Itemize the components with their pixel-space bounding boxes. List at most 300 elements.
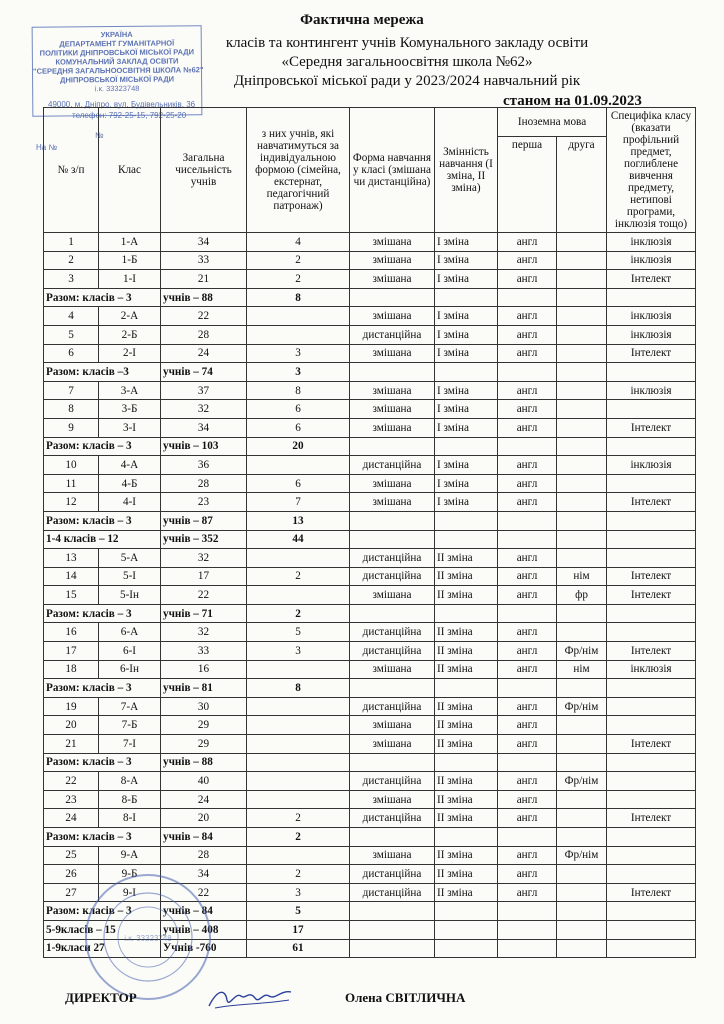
cell-individual: 2 bbox=[247, 865, 350, 884]
cell-total: 33 bbox=[161, 251, 247, 270]
table-body bbox=[44, 233, 696, 958]
header-second: друга bbox=[557, 136, 607, 232]
cell-summary-label: Разом: класів – 3 bbox=[44, 511, 161, 530]
cell-num: 8 bbox=[44, 400, 99, 419]
cell-num: 14 bbox=[44, 567, 99, 586]
cell-individual: 3 bbox=[247, 642, 350, 661]
cell-lang-first: англ bbox=[498, 567, 557, 586]
cell-num: 17 bbox=[44, 642, 99, 661]
cell-summary-individual: 8 bbox=[247, 288, 350, 307]
cell-lang-second: нім bbox=[557, 660, 607, 679]
cell-class: 8-А bbox=[99, 772, 161, 791]
cell-summary-individual: 2 bbox=[247, 604, 350, 623]
cell-shift: ІІ зміна bbox=[435, 586, 498, 605]
cell-class: 3-А bbox=[99, 381, 161, 400]
cell-empty bbox=[350, 679, 435, 698]
cell-form: змішана bbox=[350, 493, 435, 512]
cell-shift: ІІ зміна bbox=[435, 549, 498, 568]
cell-num: 21 bbox=[44, 735, 99, 754]
cell-summary-pupils: Учнів -760 bbox=[161, 939, 247, 958]
cell-spec: Інтелект bbox=[607, 735, 696, 754]
cell-empty bbox=[350, 828, 435, 847]
cell-class: 8-Б bbox=[99, 790, 161, 809]
cell-lang-second: Фр/нім bbox=[557, 642, 607, 661]
cell-empty bbox=[557, 753, 607, 772]
cell-form: змішана bbox=[350, 846, 435, 865]
cell-lang-first: англ bbox=[498, 846, 557, 865]
cell-total: 36 bbox=[161, 456, 247, 475]
table-row bbox=[44, 418, 696, 437]
cell-empty bbox=[435, 363, 498, 382]
stamp-na: На № bbox=[36, 143, 58, 152]
cell-class: 1-І bbox=[99, 270, 161, 289]
cell-summary-pupils: учнів – 71 bbox=[161, 604, 247, 623]
cell-total: 34 bbox=[161, 865, 247, 884]
cell-lang-second bbox=[557, 325, 607, 344]
cell-num: 7 bbox=[44, 381, 99, 400]
cell-lang-first: англ bbox=[498, 883, 557, 902]
cell-class: 1-А bbox=[99, 233, 161, 252]
cell-lang-second: фр bbox=[557, 586, 607, 605]
cell-summary-individual: 13 bbox=[247, 511, 350, 530]
cell-class: 9-Б bbox=[99, 865, 161, 884]
cell-shift: І зміна bbox=[435, 270, 498, 289]
cell-summary-label: 5-9класів – 15 bbox=[44, 920, 161, 939]
cell-num: 15 bbox=[44, 586, 99, 605]
cell-empty bbox=[435, 939, 498, 958]
cell-form: змішана bbox=[350, 735, 435, 754]
cell-lang-second: нім bbox=[557, 567, 607, 586]
cell-shift: І зміна bbox=[435, 307, 498, 326]
cell-total: 21 bbox=[161, 270, 247, 289]
cell-empty bbox=[498, 604, 557, 623]
stamp-line: УКРАЇНА bbox=[100, 29, 133, 40]
cell-form: дистанційна bbox=[350, 623, 435, 642]
cell-shift: ІІ зміна bbox=[435, 697, 498, 716]
cell-individual: 5 bbox=[247, 623, 350, 642]
cell-form: дистанційна bbox=[350, 456, 435, 475]
cell-lang-first: англ bbox=[498, 716, 557, 735]
cell-form: дистанційна bbox=[350, 809, 435, 828]
cell-summary-pupils: учнів – 87 bbox=[161, 511, 247, 530]
summary-row bbox=[44, 437, 696, 456]
cell-summary-label: Разом: класів – 3 bbox=[44, 753, 161, 772]
cell-lang-first: англ bbox=[498, 735, 557, 754]
cell-individual: 3 bbox=[247, 883, 350, 902]
cell-summary-label: Разом: класів –3 bbox=[44, 363, 161, 382]
cell-empty bbox=[435, 288, 498, 307]
header-total: Загальна чисельність учнів bbox=[161, 108, 247, 233]
cell-form: дистанційна bbox=[350, 697, 435, 716]
cell-num: 20 bbox=[44, 716, 99, 735]
subtitle-line-2: «Середня загальноосвітня школа №62» bbox=[281, 54, 533, 70]
seal-code: і.к. 33323748 bbox=[124, 934, 172, 943]
summary-row bbox=[44, 604, 696, 623]
cell-class: 6-Ін bbox=[99, 660, 161, 679]
cell-summary-label: Разом: класів – 3 bbox=[44, 437, 161, 456]
cell-empty bbox=[607, 679, 696, 698]
cell-form: змішана bbox=[350, 400, 435, 419]
cell-empty bbox=[607, 604, 696, 623]
cell-individual: 7 bbox=[247, 493, 350, 512]
cell-empty bbox=[350, 604, 435, 623]
cell-shift: І зміна bbox=[435, 251, 498, 270]
cell-total: 32 bbox=[161, 549, 247, 568]
cell-summary-pupils: учнів – 408 bbox=[161, 920, 247, 939]
cell-lang-first: англ bbox=[498, 400, 557, 419]
header-shift: Змінність навчання (І зміна, ІІ зміна) bbox=[435, 108, 498, 233]
cell-spec: інклюзія bbox=[607, 325, 696, 344]
cell-individual bbox=[247, 586, 350, 605]
cell-form: дистанційна bbox=[350, 865, 435, 884]
cell-num: 9 bbox=[44, 418, 99, 437]
cell-shift: І зміна bbox=[435, 456, 498, 475]
cell-lang-first: англ bbox=[498, 697, 557, 716]
cell-summary-label: Разом: класів – 3 bbox=[44, 902, 161, 921]
cell-empty bbox=[435, 511, 498, 530]
cell-lang-first: англ bbox=[498, 586, 557, 605]
cell-total: 32 bbox=[161, 400, 247, 419]
cell-lang-first: англ bbox=[498, 307, 557, 326]
cell-empty bbox=[607, 902, 696, 921]
cell-total: 22 bbox=[161, 883, 247, 902]
cell-lang-second bbox=[557, 790, 607, 809]
cell-summary-pupils: учнів – 88 bbox=[161, 753, 247, 772]
cell-form: дистанційна bbox=[350, 567, 435, 586]
cell-class: 6-І bbox=[99, 642, 161, 661]
table-row bbox=[44, 642, 696, 661]
stamp-line: КОМУНАЛЬНИЙ ЗАКЛАД ОСВІТИ bbox=[55, 56, 179, 67]
cell-empty bbox=[557, 604, 607, 623]
summary-row bbox=[44, 530, 696, 549]
cell-num: 26 bbox=[44, 865, 99, 884]
cell-shift: ІІ зміна bbox=[435, 809, 498, 828]
summary-row bbox=[44, 753, 696, 772]
cell-empty bbox=[498, 920, 557, 939]
cell-lang-first: англ bbox=[498, 623, 557, 642]
cell-class: 3-І bbox=[99, 418, 161, 437]
cell-shift: І зміна bbox=[435, 233, 498, 252]
table-row bbox=[44, 233, 696, 252]
cell-empty bbox=[498, 679, 557, 698]
cell-total: 28 bbox=[161, 846, 247, 865]
cell-lang-second: Фр/нім bbox=[557, 772, 607, 791]
cell-class: 7-А bbox=[99, 697, 161, 716]
cell-spec bbox=[607, 549, 696, 568]
cell-num: 19 bbox=[44, 697, 99, 716]
cell-shift: ІІ зміна bbox=[435, 660, 498, 679]
cell-num: 1 bbox=[44, 233, 99, 252]
cell-form: дистанційна bbox=[350, 772, 435, 791]
cell-lang-first: англ bbox=[498, 233, 557, 252]
cell-empty bbox=[557, 437, 607, 456]
cell-individual bbox=[247, 549, 350, 568]
cell-summary-pupils: учнів – 84 bbox=[161, 828, 247, 847]
cell-class: 4-Б bbox=[99, 474, 161, 493]
cell-lang-second bbox=[557, 381, 607, 400]
cell-lang-first: англ bbox=[498, 270, 557, 289]
cell-total: 40 bbox=[161, 772, 247, 791]
cell-spec: інклюзія bbox=[607, 381, 696, 400]
cell-shift: ІІ зміна bbox=[435, 846, 498, 865]
table-row bbox=[44, 660, 696, 679]
table-row bbox=[44, 549, 696, 568]
cell-empty bbox=[435, 902, 498, 921]
cell-num: 10 bbox=[44, 456, 99, 475]
cell-empty bbox=[607, 753, 696, 772]
as-of-date: станом на 01.09.2023 bbox=[503, 93, 642, 109]
cell-spec: інклюзія bbox=[607, 251, 696, 270]
cell-num: 22 bbox=[44, 772, 99, 791]
cell-summary-pupils: учнів – 84 bbox=[161, 902, 247, 921]
cell-lang-first: англ bbox=[498, 474, 557, 493]
cell-individual: 3 bbox=[247, 344, 350, 363]
subtitle-line-1: класів та контингент учнів Комунального закладу освіти bbox=[225, 35, 589, 51]
cell-summary-pupils: учнів – 81 bbox=[161, 679, 247, 698]
cell-individual: 2 bbox=[247, 567, 350, 586]
cell-total: 23 bbox=[161, 493, 247, 512]
table-row bbox=[44, 772, 696, 791]
stamp-line: ДНІПРОВСЬКОЇ МІСЬКОЇ РАДИ bbox=[60, 74, 175, 85]
cell-num: 18 bbox=[44, 660, 99, 679]
cell-spec bbox=[607, 846, 696, 865]
signature bbox=[205, 982, 295, 1014]
cell-individual bbox=[247, 790, 350, 809]
cell-form: змішана bbox=[350, 474, 435, 493]
cell-num: 4 bbox=[44, 307, 99, 326]
cell-lang-second bbox=[557, 716, 607, 735]
cell-empty bbox=[607, 530, 696, 549]
cell-shift: ІІ зміна bbox=[435, 790, 498, 809]
cell-empty bbox=[498, 511, 557, 530]
cell-total: 37 bbox=[161, 381, 247, 400]
cell-empty bbox=[435, 920, 498, 939]
cell-spec bbox=[607, 474, 696, 493]
cell-num: 5 bbox=[44, 325, 99, 344]
cell-empty bbox=[350, 363, 435, 382]
cell-form: дистанційна bbox=[350, 549, 435, 568]
cell-shift: І зміна bbox=[435, 325, 498, 344]
cell-class: 1-Б bbox=[99, 251, 161, 270]
cell-form: дистанційна bbox=[350, 642, 435, 661]
cell-empty bbox=[607, 939, 696, 958]
cell-lang-first: англ bbox=[498, 418, 557, 437]
cell-empty bbox=[498, 828, 557, 847]
cell-num: 6 bbox=[44, 344, 99, 363]
cell-lang-second bbox=[557, 474, 607, 493]
cell-class: 2-А bbox=[99, 307, 161, 326]
cell-class: 2-І bbox=[99, 344, 161, 363]
cell-total: 34 bbox=[161, 418, 247, 437]
cell-form: змішана bbox=[350, 233, 435, 252]
cell-individual: 6 bbox=[247, 474, 350, 493]
cell-individual bbox=[247, 325, 350, 344]
cell-lang-second bbox=[557, 307, 607, 326]
cell-empty bbox=[498, 753, 557, 772]
cell-spec bbox=[607, 623, 696, 642]
cell-individual bbox=[247, 307, 350, 326]
cell-shift: І зміна bbox=[435, 400, 498, 419]
cell-empty bbox=[607, 437, 696, 456]
cell-total: 24 bbox=[161, 790, 247, 809]
header-spec: Специфіка класу (вказати профільний предмет, поглиблене вивчення предмету, нетипові програми, інклюзія тощо) bbox=[607, 108, 696, 233]
cell-empty bbox=[498, 902, 557, 921]
table-row bbox=[44, 400, 696, 419]
cell-empty bbox=[557, 902, 607, 921]
summary-row bbox=[44, 828, 696, 847]
cell-spec bbox=[607, 865, 696, 884]
cell-summary-individual: 3 bbox=[247, 363, 350, 382]
cell-spec: Інтелект bbox=[607, 567, 696, 586]
cell-shift: І зміна bbox=[435, 381, 498, 400]
cell-empty bbox=[557, 679, 607, 698]
cell-spec: інклюзія bbox=[607, 456, 696, 475]
cell-empty bbox=[557, 530, 607, 549]
cell-empty bbox=[607, 288, 696, 307]
cell-lang-second bbox=[557, 735, 607, 754]
cell-individual: 2 bbox=[247, 251, 350, 270]
cell-lang-first: англ bbox=[498, 865, 557, 884]
cell-form: змішана bbox=[350, 660, 435, 679]
cell-summary-pupils: учнів – 103 bbox=[161, 437, 247, 456]
cell-total: 33 bbox=[161, 642, 247, 661]
cell-empty bbox=[607, 511, 696, 530]
cell-form: змішана bbox=[350, 381, 435, 400]
cell-num: 13 bbox=[44, 549, 99, 568]
cell-spec bbox=[607, 790, 696, 809]
cell-shift: ІІ зміна bbox=[435, 623, 498, 642]
cell-summary-individual: 20 bbox=[247, 437, 350, 456]
cell-summary-label: Разом: класів – 3 bbox=[44, 828, 161, 847]
cell-shift: І зміна bbox=[435, 344, 498, 363]
cell-shift: ІІ зміна bbox=[435, 642, 498, 661]
cell-lang-second: Фр/нім bbox=[557, 697, 607, 716]
stamp-line: ПОЛІТИКИ ДНІПРОВСЬКОЇ МІСЬКОЇ РАДИ bbox=[39, 47, 195, 58]
cell-lang-second bbox=[557, 883, 607, 902]
cell-individual bbox=[247, 735, 350, 754]
cell-num: 16 bbox=[44, 623, 99, 642]
cell-individual bbox=[247, 716, 350, 735]
cell-spec: інклюзія bbox=[607, 660, 696, 679]
summary-row bbox=[44, 363, 696, 382]
header-form: Форма навчання у класі (змішана чи дистанційна) bbox=[350, 108, 435, 233]
cell-empty bbox=[498, 939, 557, 958]
header-class: Клас bbox=[99, 108, 161, 233]
cell-total: 17 bbox=[161, 567, 247, 586]
table-row bbox=[44, 697, 696, 716]
cell-lang-first: англ bbox=[498, 549, 557, 568]
cell-num: 23 bbox=[44, 790, 99, 809]
cell-lang-second bbox=[557, 418, 607, 437]
cell-form: змішана bbox=[350, 344, 435, 363]
cell-empty bbox=[557, 511, 607, 530]
cell-form: змішана bbox=[350, 307, 435, 326]
table-row bbox=[44, 381, 696, 400]
cell-empty bbox=[350, 288, 435, 307]
cell-individual: 2 bbox=[247, 809, 350, 828]
cell-summary-individual bbox=[247, 753, 350, 772]
cell-empty bbox=[607, 363, 696, 382]
cell-num: 27 bbox=[44, 883, 99, 902]
round-seal bbox=[83, 872, 213, 1002]
summary-row bbox=[44, 679, 696, 698]
cell-shift: ІІ зміна bbox=[435, 883, 498, 902]
director-title: ДИРЕКТОР bbox=[65, 990, 137, 1005]
cell-lang-second bbox=[557, 809, 607, 828]
cell-num: 2 bbox=[44, 251, 99, 270]
cell-empty bbox=[350, 511, 435, 530]
cell-shift: ІІ зміна bbox=[435, 865, 498, 884]
cell-spec bbox=[607, 697, 696, 716]
table-row bbox=[44, 344, 696, 363]
cell-spec bbox=[607, 716, 696, 735]
cell-empty bbox=[435, 679, 498, 698]
cell-lang-second bbox=[557, 456, 607, 475]
cell-class: 7-І bbox=[99, 735, 161, 754]
cell-lang-first: англ bbox=[498, 790, 557, 809]
cell-spec: Інтелект bbox=[607, 418, 696, 437]
cell-spec: Інтелект bbox=[607, 493, 696, 512]
cell-individual: 2 bbox=[247, 270, 350, 289]
cell-class: 9-І bbox=[99, 883, 161, 902]
cell-summary-individual: 5 bbox=[247, 902, 350, 921]
cell-shift: ІІ зміна bbox=[435, 716, 498, 735]
cell-empty bbox=[557, 363, 607, 382]
cell-total: 20 bbox=[161, 809, 247, 828]
table-row bbox=[44, 325, 696, 344]
cell-class: 5-А bbox=[99, 549, 161, 568]
cell-form: дистанційна bbox=[350, 883, 435, 902]
cell-total: 28 bbox=[161, 474, 247, 493]
cell-empty bbox=[498, 363, 557, 382]
cell-empty bbox=[607, 920, 696, 939]
cell-individual: 4 bbox=[247, 233, 350, 252]
cell-empty bbox=[350, 939, 435, 958]
cell-lang-first: англ bbox=[498, 344, 557, 363]
cell-summary-individual: 17 bbox=[247, 920, 350, 939]
cell-shift: І зміна bbox=[435, 474, 498, 493]
summary-row bbox=[44, 288, 696, 307]
cell-spec: Інтелект bbox=[607, 270, 696, 289]
cell-summary-label: 1-4 класів – 12 bbox=[44, 530, 161, 549]
cell-lang-first: англ bbox=[498, 660, 557, 679]
cell-spec: інклюзія bbox=[607, 307, 696, 326]
cell-num: 25 bbox=[44, 846, 99, 865]
table-row bbox=[44, 567, 696, 586]
stamp-line: ДЕПАРТАМЕНТ ГУМАНІТАРНОЇ bbox=[59, 38, 175, 49]
cell-form: змішана bbox=[350, 790, 435, 809]
cell-summary-label: Разом: класів – 3 bbox=[44, 679, 161, 698]
table-row bbox=[44, 735, 696, 754]
cell-lang-first: англ bbox=[498, 493, 557, 512]
cell-class: 3-Б bbox=[99, 400, 161, 419]
cell-class: 9-А bbox=[99, 846, 161, 865]
cell-empty bbox=[435, 437, 498, 456]
cell-class: 2-Б bbox=[99, 325, 161, 344]
cell-empty bbox=[435, 530, 498, 549]
table-row bbox=[44, 809, 696, 828]
table-row bbox=[44, 270, 696, 289]
cell-spec: Інтелект bbox=[607, 642, 696, 661]
cell-empty bbox=[350, 920, 435, 939]
cell-total: 22 bbox=[161, 307, 247, 326]
cell-lang-second bbox=[557, 549, 607, 568]
cell-individual bbox=[247, 697, 350, 716]
cell-empty bbox=[607, 828, 696, 847]
stamp-address: 49000, м. Дніпро, вул. Будівельників, 36 bbox=[48, 100, 196, 109]
cell-empty bbox=[350, 530, 435, 549]
cell-total: 34 bbox=[161, 233, 247, 252]
